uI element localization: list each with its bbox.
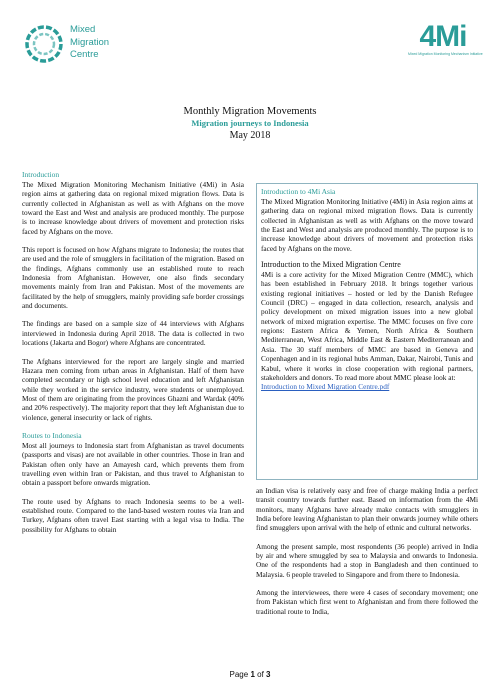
report-date: May 2018 [229,130,271,141]
mmc-intro-heading: Introduction to the Mixed Migration Centre [261,260,401,270]
info-box-heading: Introduction to 4Mi Asia [261,187,336,196]
footer-current-page: 1 [250,670,255,679]
report-focus-paragraph: This report is focused on how Afghans migrate to Indonesia; the routes that are used and the role of smugglers in facilitation of the migration. Based on the findings, Afghans commonly use an established route to reach Indonesia from Afghanistan. However, one also finds secondary movements mainly from Iran and Pakistan. Most of the movements are facilitated by the help of smugglers, mainly providing safe border crossings and documents. [22,245,244,311]
sample-paragraph: The findings are based on a sample size of 44 interviews with Afghans interviewed in Indonesia during April 2018. The data is collected in two locations (Jakarta and Bogor) where Afghans are concentrated. [22,319,244,348]
sample-routes-paragraph: Among the present sample, most respondents (36 people) arrived in India by air and where smuggled by sea to Malaysia and onwards to Indonesia. One of the respondents had a stop in Bangladesh and then continued to Malaysia. 6 people traveled to Singapore and from there to Indonesia. [256,541,478,579]
routes-paragraph: Most all journeys to Indonesia start from Afghanistan as travel documents (passports and visas) are not available in other countries. Those in Iran and Pakistan often only have an Amayesh card, which prevents them from travelling even within Iran or Pakistan, and thus travel to Afghanistan to obtain a passport before onwards migration. [22,440,244,488]
mmc-intro-link[interactable]: Introduction to Mixed Migration Centre.pdf [261,382,390,392]
page-header [0,0,500,90]
footer-page-word: Page [229,670,249,679]
right-column [256,486,478,625]
logo-line-centre: Centre [70,49,99,60]
left-column [22,170,244,543]
report-title: Monthly Migration Movements [183,106,317,117]
footer-total-pages: 3 [266,670,271,679]
4mi-logo [408,20,483,72]
mmc-ring-icon [22,22,66,66]
title-block [0,105,500,142]
routes-heading: Routes to Indonesia [22,430,82,440]
route-description-paragraph: The route used by Afghans to reach Indonesia seems to be a well-established route. Compared to the land-based western routes via Iran and Turkey, Afghans often travel East starting with a legal visa to India. The possibility for Afghans to obtain [22,496,244,534]
report-subtitle: Migration journeys to Indonesia [191,118,309,128]
4mi-logo-tagline: Mixed Migration Monitoring Mechanism Initiative [408,52,483,56]
secondary-movement-paragraph: Among the interviewees, there were 4 cases of secondary movement; one from Pakistan which first went to Afghanistan and from there followed the traditional route to India, [256,588,478,616]
mmc-intro-paragraph: 4Mi is a core activity for the Mixed Migration Centre (MMC), which has been established in February 2018. It brings together various existing regional initiatives – hosted or led by the Danish Refugee Council (DRC) – engaged in data collection, research, analysis and policy development on mixed migration issues into a new global network of mixed migration expertise. The MMC focuses on five core regions: Eastern Africa & Yemen, North Africa & Southern Mediterranean, West Africa, Middle East & Eastern Mediterranean and Asia. The 30 staff members of MMC are based in Geneva and Copenhagen and in its regional hubs Amman, Dakar, Nairobi, Tunis and Kabul, where it works in close cooperation with regional partners, stakeholders and donors. To read more about MMC please look at: [261,270,473,382]
logo-line-mixed: Mixed [70,24,96,35]
india-visa-paragraph: an Indian visa is relatively easy and free of charge making India a perfect transit country towards further east. Based on information from the 4Mi monitors, many Afghans have already make contacts with smugglers in India before leaving Afghanistan to plan their onwards journey while others find smugglers upon arrival with the help of ethnic and cultural networks. [256,486,478,533]
footer-of-word: of [257,670,264,679]
introduction-heading: Introduction [22,170,60,179]
intro-info-box [256,183,478,480]
page-footer [0,670,500,679]
info-box-paragraph: The Mixed Migration Monitoring Initiative (4Mi) in Asia region aims at gathering data on regional mixed migration flows. Data is currently collected in Afghanistan as well as with Afghans on the move toward the East and West and analysis are produced monthly. The purpose is to increase knowledge about drivers of movement and protection risks faced by Afghans on the move. [261,197,473,253]
mixed-migration-centre-logo [22,22,142,68]
introduction-paragraph: The Mixed Migration Monitoring Mechanism Initiative (4Mi) in Asia region aims at gathering data on regional mixed migration flows. Data is currently collected in Afghanistan as well as with Afghans on the move toward the East and West and analysis are produced monthly. The purpose is to increase knowledge about drivers of movement and protection risks faced by Afghans on the move. [22,180,244,236]
profile-paragraph: The Afghans interviewed for the report are largely single and married Hazara men coming from urban areas in Afghanistan. Half of them have completed secondary or high school level education and left Afghanistan while they worked in the service industry, were students or unemployed. Most of them are originating from the provinces Ghazni and Wardak (40% and 20% respectively). The majority report that they left Afghanistan due to violence, general insecurity or lack of rights. [22,356,244,422]
4mi-logo-text: 4Mi [419,20,467,53]
logo-line-migration: Migration [70,36,110,48]
